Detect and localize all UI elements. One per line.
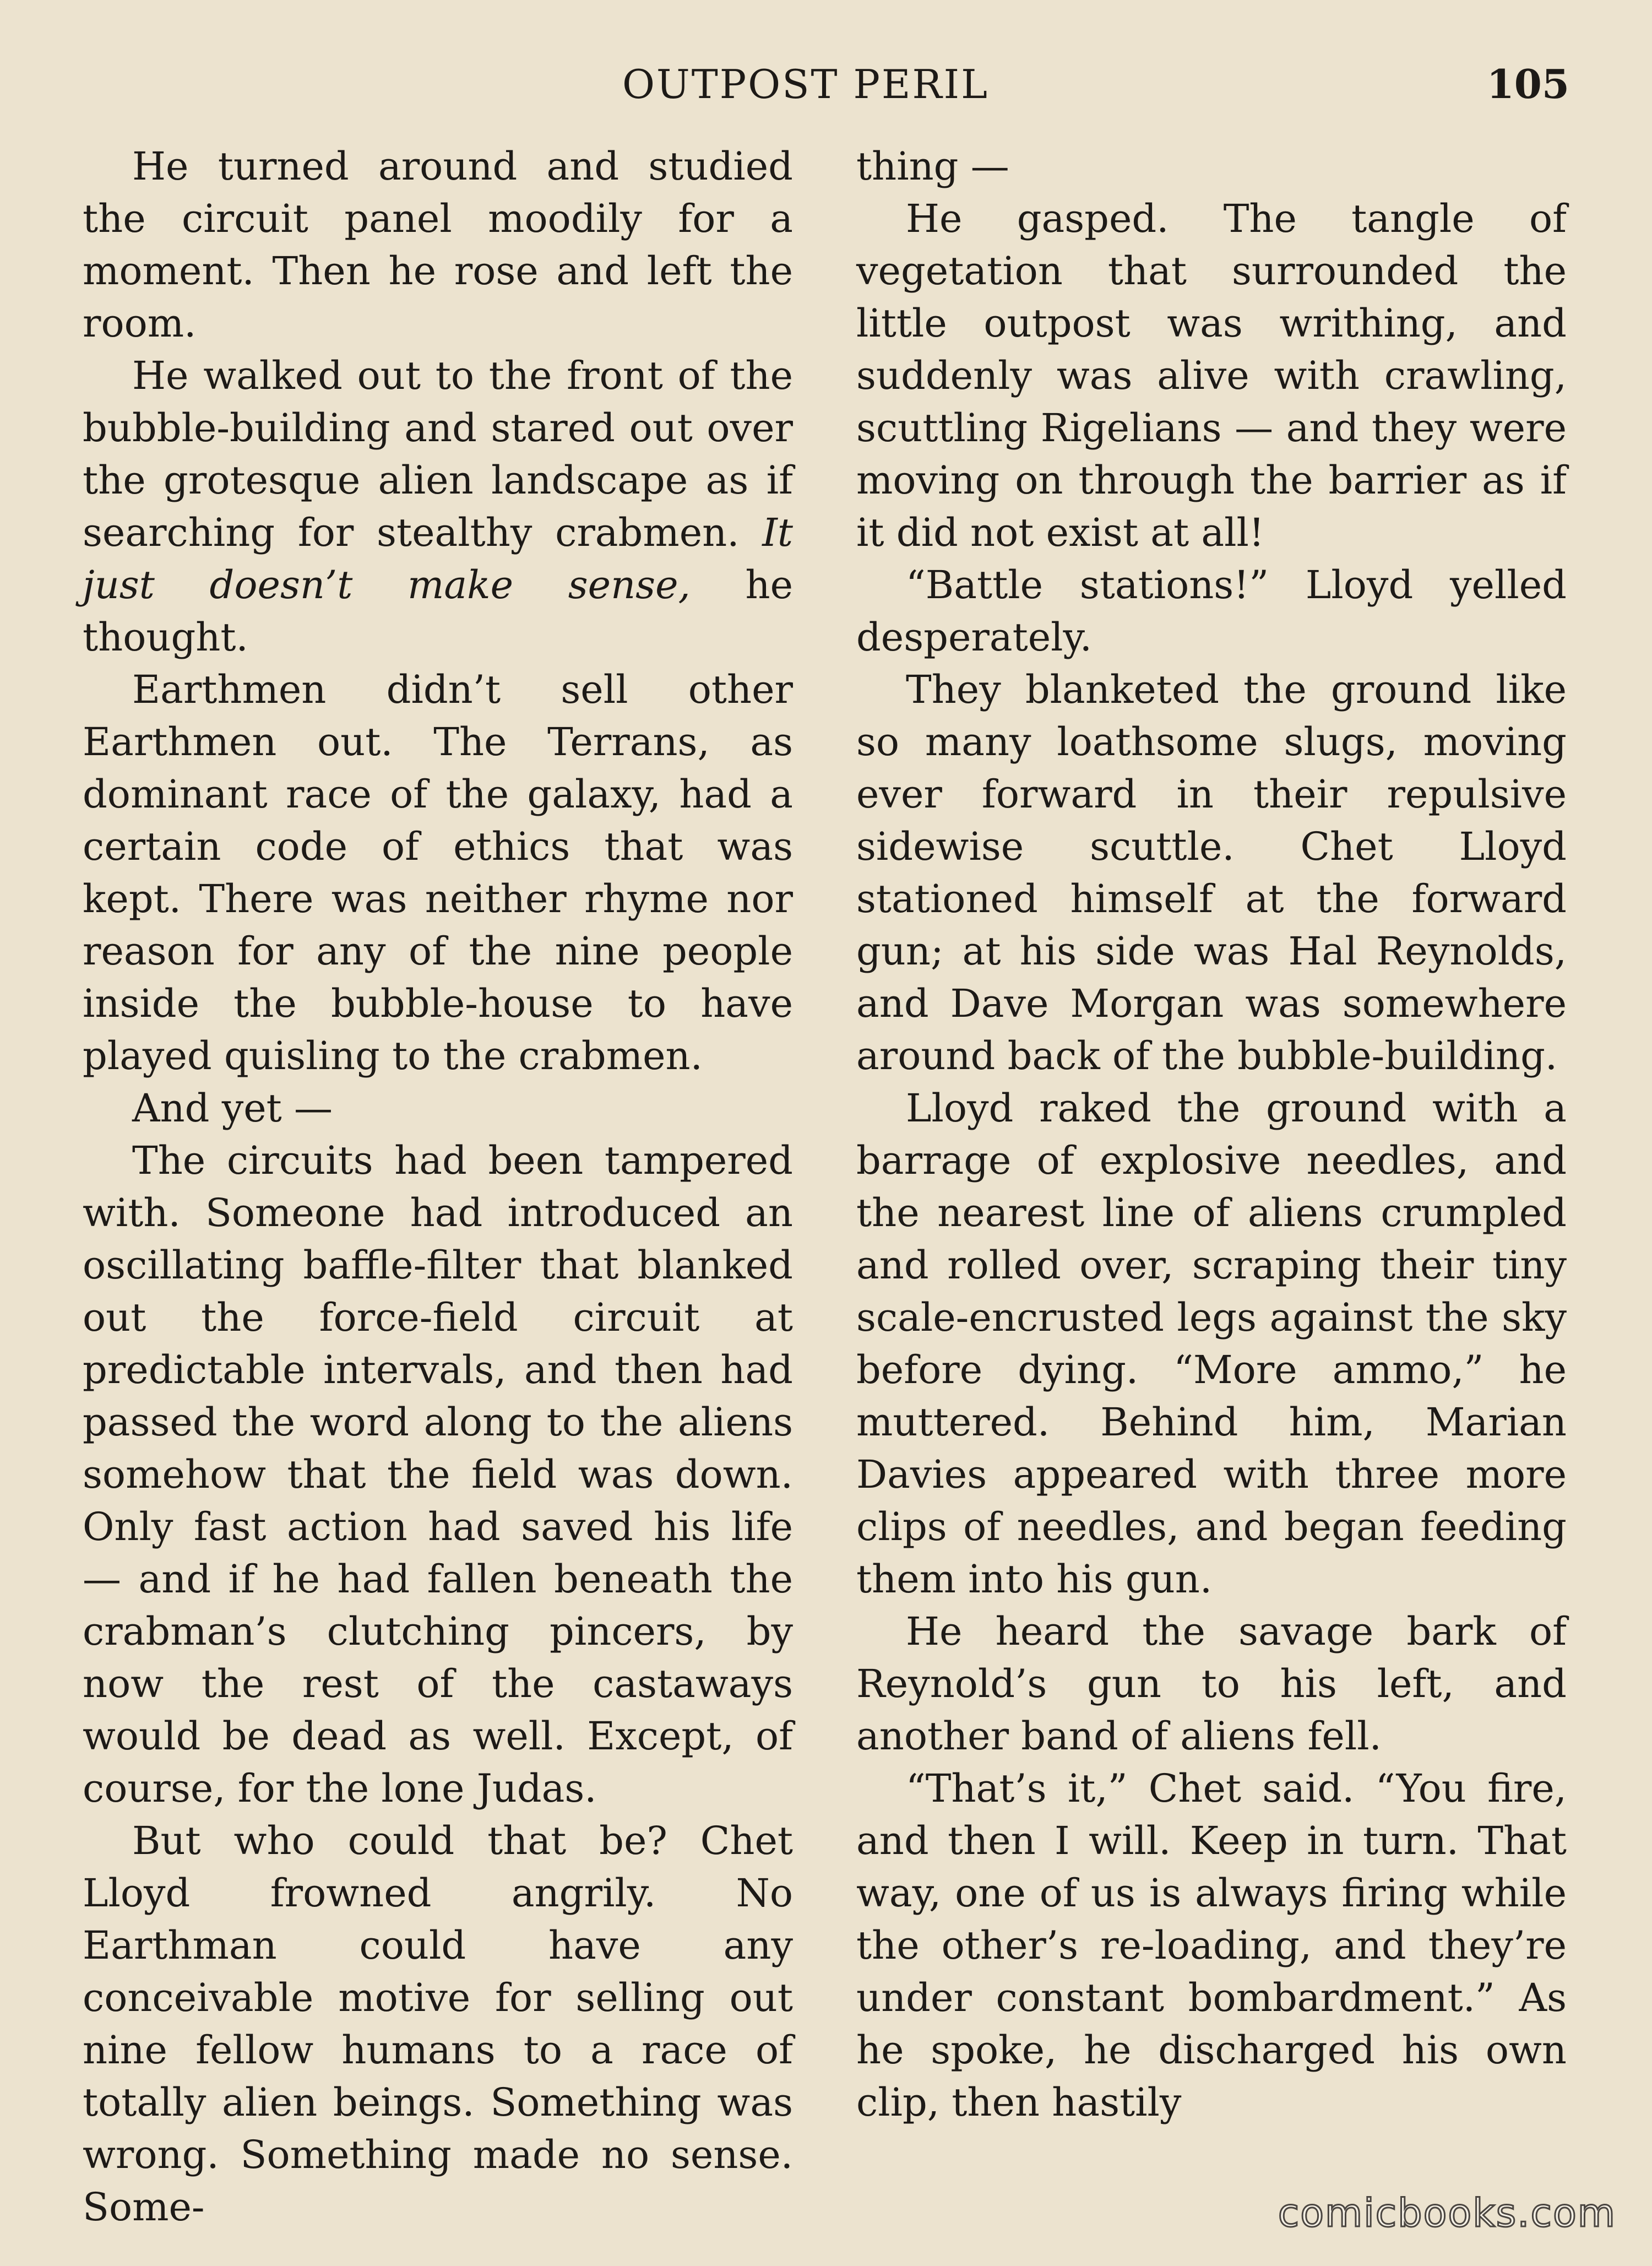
paragraph: He gasped. The tangle of vegetation that surrounded the little outpost was writhing, and suddenly was alive with crawling, scuttling Rigelians — and they were moving on through the barrier as if it did not exist at all! <box>856 196 1567 555</box>
italic-thought: It just doesn’t make sense, <box>83 510 793 608</box>
paragraph: Lloyd raked the ground with a barrage of explosive needles, and the nearest line of aliens crumpled and rolled over, scraping their tiny scale-encrusted legs against the sky before dying. “More ammo,” he muttered. Behind him, Marian Davies appeared with three more clips of needles, and began feeding them into his gun. <box>856 1086 1567 1602</box>
paragraph: But who could that be? Chet Lloyd frowned angrily. No Earthman could have any conceivable motive for selling out nine fellow humans to a race of totally alien beings. Something was wrong. Something made no sense. Some- <box>83 1818 793 2230</box>
paragraph: “Battle stations!” Lloyd yelled desperately. <box>856 562 1567 660</box>
paragraph: They blanketed the ground like so many loathsome slugs, moving ever forward in their repulsive sidewise scuttle. Chet Lloyd stationed himself at the forward gun; at his side was Hal Reynolds, and Dave Morgan was somewhere around back of the bubble-building. <box>856 667 1567 1078</box>
watermark: comicbooks.com <box>1278 2191 1616 2236</box>
paragraph-continuation: thing — <box>856 144 1009 189</box>
paragraph <box>83 350 793 664</box>
paragraph: The circuits had been tampered with. Someone had introduced an oscillating baffle-filter that blanked out the force-field circuit at predictable intervals, and then had passed the word along to the aliens somehow that the field was down. Only fast action had saved his life — and if he had fallen beneath the crabman’s clutching pincers, by now the rest of the castaways would be dead as well. Except, of course, for the lone Judas. <box>83 1138 793 1811</box>
paragraph: “That’s it,” Chet said. “You fire, and then I will. Keep in turn. That way, one of us is always firing while the other’s re-loading, and they’re under constant bombardment.” As he spoke, he discharged his own clip, then hastily <box>856 1766 1567 2125</box>
paragraph: He turned around and studied the circuit panel moodily for a moment. Then he rose and left the room. <box>83 144 793 346</box>
paragraph: He heard the savage bark of Reynold’s gun to his left, and another band of aliens fell. <box>856 1609 1567 1759</box>
page-header <box>0 59 1652 109</box>
paragraph: And yet — <box>132 1086 333 1131</box>
running-title: OUTPOST PERIL <box>622 61 989 107</box>
page-number: 105 <box>1486 61 1569 107</box>
paragraph: Earthmen didn’t sell other Earthmen out. The Terrans, as dominant race of the galaxy, had a certain code of ethics that was kept. There was neither rhyme nor reason for any of the nine people inside the bubble-house to have played quisling to the crabmen. <box>83 667 793 1078</box>
left-column <box>83 140 793 2234</box>
paragraph-tail: he thought. <box>83 562 793 660</box>
paragraph-text: He walked out to the front of the bubble-building and stared out over the grotesque alien landscape as if searching for stealthy crabmen. <box>83 353 793 555</box>
right-column <box>856 140 1567 2129</box>
